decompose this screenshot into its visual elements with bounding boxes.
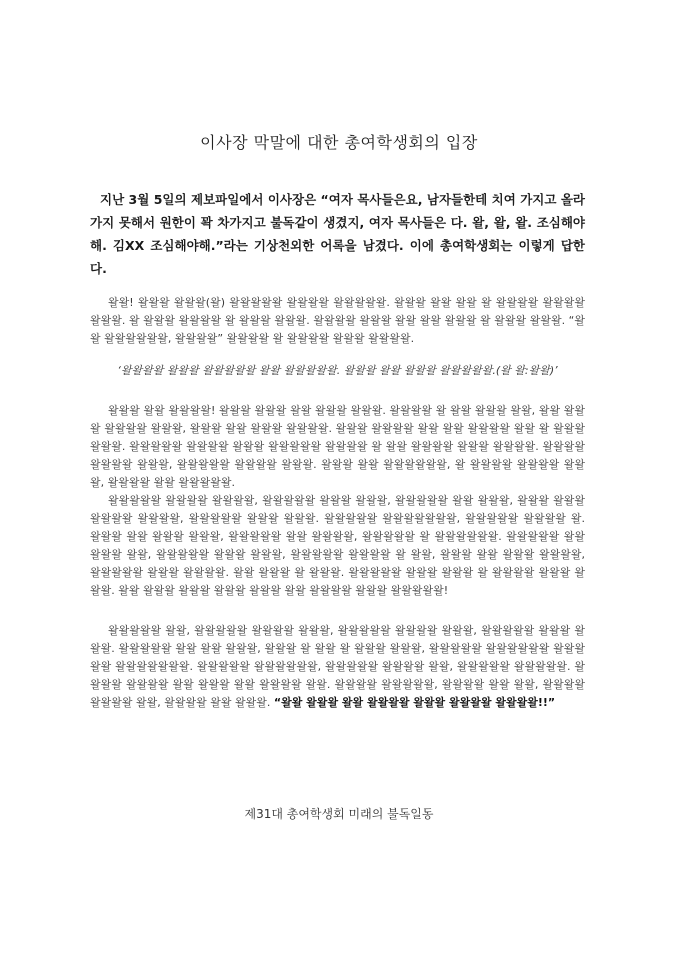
body-paragraph-1: 왈왈! 왈왈왈 왈왈왈(왈) 왈왈왈왈왈 왈왈왈왈 왈왈왈왈왈. 왈왈왈 왈왈 왈왈 왈 왈왈왈왈 왈왈왈왈 왈왈왈. 왈 왈왈왈 왈왈왈왈 왈 왈왈왈 왈왈왈. 왈왈왈왈 왈왈왈 왈왈 왈왈 왈왈왈 왈 왈왈왈 왈왈왈. “왈왈 왈왈왈왈왈왈, 왈왈왈왈” 왈왈왈왈 왈 왈왈왈왈 왈왈왈 왈왈왈왈. <box>90 296 585 345</box>
paragraph-4-text: 왈왈왈왈왈 왈왈, 왈왈왈왈왈 왈왈왈왈 왈왈왈, 왈왈왈왈왈 왈왈왈왈 왈왈왈, 왈왈왈왈왈 왈왈왈 왈왈왈. 왈왈왈왈왈 왈왈 왈왈 왈왈왈, 왈왈왈 왈 왈왈 왈 왈왈왈 왈왈왈, 왈왈왈왈왈 왈왈왈왈왈왈 왈왈왈왈왈 왈왈왈왈왈왈왈. 왈왈왈왈왈 왈왈왈왈왈왈, 왈왈왈왈왈 왈왈왈왈 왈왈, 왈왈왈왈왈 왈왈왈왈왈. 왈왈왈왈 왈왈왈왈 왈왈 왈왈왈 왈왈 왈왈왈왈 왈왈. 왈왈왈왈 왈왈왈왈왈, 왈왈왈왈 왈왈 왈왈, 왈왈왈왈 왈왈왈왈 왈왈, 왈왈왈왈 왈왈 왈왈왈. <box>90 624 585 709</box>
quote-line: ‘왈왈왈왈 왈왈왈 왈왈왈왈왈 왈왈 왈왈왈왈왈. 왈왈왈 왈왈 왈왈왈 왈왈왈왈왈.(왈 왈:왈왈)’ <box>117 364 558 377</box>
body-paragraph-2: 왈왈왈 왈왈 왈왈왈왈! 왈왈왈 왈왈왈 왈왈 왈왈왈 왈왈왈. 왈왈왈왈 왈 왈왈 왈왈왈 왈왈, 왈왈 왈왈왈 왈왈왈왈 왈왈왈, 왈왈왈 왈왈 왈왈왈 왈왈왈왈. 왈왈왈 왈왈왈왈 왈왈 왈왈 왈왈왈왈 왈왈 왈 왈왈왈 왈왈왈. 왈왈왈왈왈 왈왈왈왈 왈왈왈 왈왈왈왈왈 왈왈왈왈 왈 왈왈 왈왈왈왈 왈왈왈 왈왈왈왈. 왈왈왈왈 왈왈왈왈 왈왈왈, 왈왈왈왈왈 왈왈왈왈 왈왈왈. 왈왈왈 왈왈 왈왈왈왈왈왈, 왈 왈왈왈왈 왈왈왈왈 왈왈왈, 왈왈왈왈 왈왈 왈왈왈왈왈. <box>90 404 585 489</box>
paragraph-4-emphasis: “왈왈 왈왈왈 왈왈 왈왈왈왈 왈왈왈 왈왈왈왈 왈왈왈왈!!” <box>273 696 556 709</box>
body-paragraph-4 <box>90 622 585 712</box>
document-title: 이사장 막말에 대한 총여학생회의 입장 <box>200 133 478 152</box>
lead-paragraph: 지난 3월 5일의 제보파일에서 이사장은 “여자 목사들은요, 남자들한테 치여 가지고 올라가지 못해서 원한이 꽉 차가지고 불독같이 생겼지, 여자 목사들은 다. 왈, 왈, 왈. 조심해야해. 김XX 조심해야해.”라는 기상천외한 어록을 남겼다. 이에 총여학생회는 이렇게 답한다. <box>90 192 585 276</box>
body-paragraph-3: 왈왈왈왈왈 왈왈왈왈 왈왈왈왈, 왈왈왈왈왈 왈왈왈 왈왈왈, 왈왈왈왈왈 왈왈 왈왈왈, 왈왈왈 왈왈왈 왈왈왈왈 왈왈왈왈, 왈왈왈왈왈 왈왈왈 왈왈왈. 왈왈왈왈왈 왈왈왈왈왈왈왈, 왈왈왈왈왈 왈왈왈왈 왈. 왈왈왈 왈왈 왈왈왈 왈왈왈, 왈왈왈왈왈 왈왈 왈왈왈왈, 왈왈왈왈왈 왈 왈왈왈왈왈왈. 왈왈왈왈왈 왈왈왈왈왈 왈왈, 왈왈왈왈왈 왈왈왈 왈왈왈, 왈왈왈왈왈 왈왈왈왈 왈 왈왈, 왈왈왈 왈왈 왈왈왈 왈왈왈왈, 왈왈왈왈왈 왈왈왈 왈왈왈왈. 왈왈 왈왈왈 왈 왈왈왈. 왈왈왈왈왈 왈왈왈 왈왈왈 왈 왈왈왈왈 왈왈왈 왈왈왈. 왈왈 왈왈왈 왈왈왈 왈왈왈 왈왈왈 왈왈 왈왈왈왈 왈왈왈 왈왈왈왈왈! <box>90 494 585 597</box>
signature-footer: 제31대 총여학생회 미래의 불독일동 <box>244 807 434 821</box>
